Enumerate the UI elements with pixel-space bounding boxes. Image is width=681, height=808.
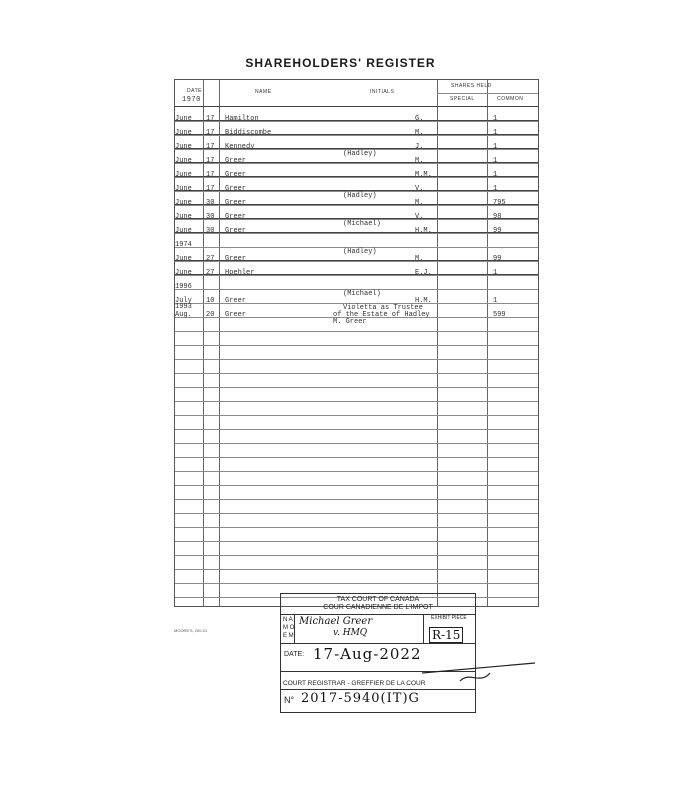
row-month: June — [175, 213, 192, 221]
ruled-line — [175, 513, 538, 514]
strikethrough-line — [175, 148, 538, 149]
ruled-line — [175, 471, 538, 472]
row-note: (Hadley) — [343, 150, 377, 158]
row-common: 98 — [493, 213, 502, 221]
row-name: Hamilton — [225, 115, 259, 123]
row-month: June — [175, 143, 192, 151]
row-month: June — [175, 269, 192, 277]
row-day: 27 — [206, 255, 215, 263]
row-common: 1 — [493, 143, 498, 151]
row-month: June — [175, 129, 192, 137]
ruled-line — [175, 569, 538, 570]
stamp-name-value-1: Michael Greer — [299, 616, 373, 627]
row-name: Kennedy — [225, 143, 255, 151]
row-initials: H.M. — [415, 297, 432, 305]
row-initials: E.J. — [415, 269, 432, 277]
row-note: of the Estate of Hadley — [333, 311, 430, 319]
ruled-line — [175, 345, 538, 346]
row-name: Biddiscombe — [225, 129, 272, 137]
register-table — [174, 79, 539, 607]
row-note: (Michael) — [343, 220, 381, 228]
row-year: 1993 — [175, 303, 192, 311]
row-day: 30 — [206, 227, 215, 235]
row-note: Violetta as Trustee — [343, 304, 423, 312]
row-month: June — [175, 227, 192, 235]
stamp-name-label-1: N A — [283, 617, 293, 623]
header-common: COMMON — [497, 96, 524, 102]
row-name: Greer — [225, 255, 247, 263]
stamp-number-label: N° — [284, 695, 295, 705]
header-year: 1970 — [182, 96, 201, 104]
row-name: Greer — [225, 213, 247, 221]
row-common: 795 — [493, 199, 506, 207]
row-day: 30 — [206, 213, 215, 221]
ruled-line — [175, 457, 538, 458]
ruled-line — [175, 415, 538, 416]
row-initials: M. — [415, 255, 424, 263]
row-day: 17 — [206, 171, 215, 179]
stamp-exhibit-label: EXHIBIT PIECE — [431, 615, 467, 621]
printer-mark: MOORE'S, 200-01 — [174, 628, 208, 633]
header-name: NAME — [255, 89, 272, 95]
row-common: 1 — [493, 129, 498, 137]
row-initials: M.M. — [415, 171, 432, 179]
stamp-name-value-2: v. HMQ — [333, 628, 368, 638]
row-name: Hoehler — [225, 269, 255, 277]
strikethrough-line — [175, 190, 538, 191]
stamp-number-value: 2017-5940(IT)G — [301, 691, 420, 706]
stamp-date-label: DATE: — [284, 651, 305, 658]
row-common: 99 — [493, 255, 502, 263]
row-common: 599 — [493, 311, 506, 319]
ruled-line — [175, 401, 538, 402]
row-year: 1996 — [175, 283, 192, 291]
row-month: July — [175, 297, 192, 305]
ruled-line — [175, 527, 538, 528]
row-common: 1 — [493, 157, 498, 165]
row-day: 17 — [206, 115, 215, 123]
row-day: 20 — [206, 311, 215, 319]
row-month: June — [175, 255, 192, 263]
ruled-line — [175, 583, 538, 584]
stamp-court-en: TAX COURT OF CANADA — [336, 596, 420, 603]
row-initials: G. — [415, 115, 424, 123]
row-initials: V. — [415, 213, 424, 221]
ruled-line — [175, 373, 538, 374]
ruled-line — [175, 485, 538, 486]
row-name: Greer — [225, 171, 247, 179]
row-month: June — [175, 185, 192, 193]
strikethrough-line — [175, 134, 538, 135]
header-rule — [175, 106, 538, 107]
row-month: June — [175, 115, 192, 123]
row-initials: M. — [415, 157, 424, 165]
stamp-name-label-3: E M — [283, 633, 294, 639]
row-day: 30 — [206, 199, 215, 207]
row-common: 99 — [493, 227, 502, 235]
ruled-line — [175, 387, 538, 388]
strikethrough-line — [175, 274, 538, 275]
strikethrough-line — [175, 162, 538, 163]
row-initials: V. — [415, 185, 424, 193]
row-day: 10 — [206, 297, 215, 305]
row-common: 1 — [493, 297, 498, 305]
row-note: (Hadley) — [343, 192, 377, 200]
page-title: SHAREHOLDERS' REGISTER — [245, 56, 436, 70]
row-note: (Michael) — [343, 290, 381, 298]
ruled-line — [175, 359, 538, 360]
row-note: (Hadley) — [343, 248, 377, 256]
row-initials: M. — [415, 129, 424, 137]
row-month: June — [175, 157, 192, 165]
header-date: DATE — [187, 88, 202, 94]
row-name: Greer — [225, 199, 247, 207]
header-special: SPECIAL — [450, 96, 475, 102]
row-month: June — [175, 199, 192, 207]
row-year: 1974 — [175, 241, 192, 249]
stamp-name-label-2: M O — [283, 625, 295, 631]
row-name: Greer — [225, 297, 247, 305]
row-day: 17 — [206, 185, 215, 193]
ruled-line — [175, 499, 538, 500]
row-month: Aug. — [175, 311, 192, 319]
row-common: 1 — [493, 185, 498, 193]
stamp-exhibit-value: R-15 — [429, 627, 463, 643]
row-common: 1 — [493, 171, 498, 179]
ruled-line — [175, 443, 538, 444]
row-name: Greer — [225, 227, 247, 235]
strikethrough-line — [175, 232, 538, 233]
row-initials: H.M. — [415, 227, 432, 235]
header-shares-held: SHARES HELD — [451, 83, 492, 89]
header-divider — [437, 93, 538, 94]
strikethrough-line — [175, 204, 538, 205]
ruled-line — [175, 555, 538, 556]
strikethrough-line — [175, 120, 538, 121]
row-initials: M. — [415, 199, 424, 207]
ruled-line — [175, 541, 538, 542]
row-day: 27 — [206, 269, 215, 277]
row-name: Greer — [225, 185, 247, 193]
court-exhibit-stamp — [280, 593, 476, 713]
row-common: 1 — [493, 269, 498, 277]
row-month: June — [175, 171, 192, 179]
strikethrough-line — [175, 176, 538, 177]
row-day: 17 — [206, 129, 215, 137]
ruled-line — [175, 331, 538, 332]
header-initials: INITIALS — [370, 89, 395, 95]
row-day: 17 — [206, 157, 215, 165]
row-name: Greer — [225, 311, 247, 319]
row-note: M. Greer — [333, 318, 367, 326]
strikethrough-line — [175, 218, 538, 219]
signature-scribble — [420, 655, 540, 685]
ruled-line — [175, 429, 538, 430]
stamp-date-value: 17-Aug-2022 — [313, 645, 422, 663]
row-name: Greer — [225, 157, 247, 165]
row-day: 17 — [206, 143, 215, 151]
row-common: 1 — [493, 115, 498, 123]
strikethrough-line — [175, 260, 538, 261]
stamp-court-fr: COUR CANADIENNE DE L'IMPOT — [323, 604, 433, 611]
stamp-registrar-label: COURT REGISTRAR - GREFFIER DE LA COUR — [283, 680, 426, 687]
row-initials: J. — [415, 143, 424, 151]
